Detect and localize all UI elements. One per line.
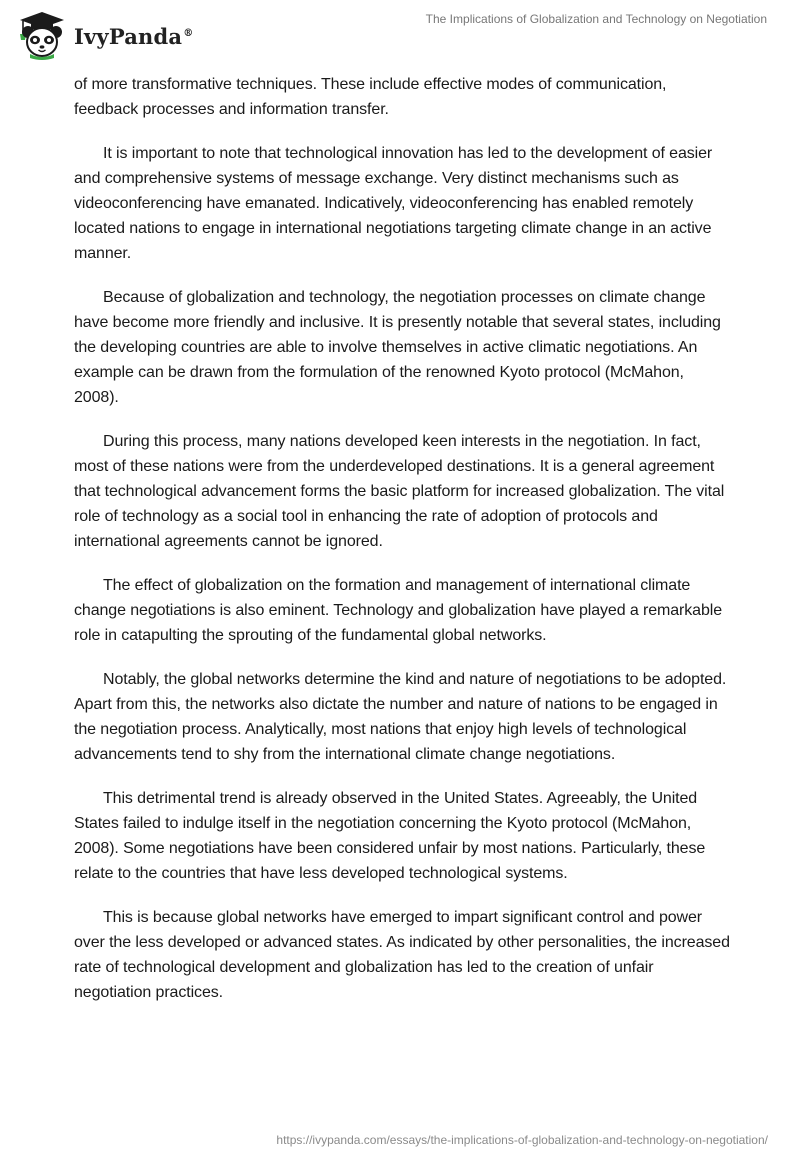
paragraph-8: This is because global networks have emerged to impart significant control and power over the less developed or advanced states. As indicated by other personalities, the increased rate of technological development and globalization has led to the creation of unfair negotiation practices. bbox=[74, 909, 730, 1001]
paragraph-4: During this process, many nations developed keen interests in the negotiation. In fact, most of these nations were from the underdeveloped destinations. It is a general agreement that technological advancement forms the basic platform for increased globalization. The vital role of technology as a social tool in enhancing the rate of adoption of protocols and international agreements cannot be ignored. bbox=[74, 433, 725, 550]
ivypanda-logo[interactable] bbox=[14, 10, 193, 60]
paragraph-1: of more transformative techniques. These include effective modes of communication, feedback processes and information transfer. bbox=[74, 76, 667, 118]
paragraph-7: This detrimental trend is already observed in the United States. Agreeably, the United States failed to indulge itself in the negotiation concerning the Kyoto protocol (McMahon, 2008). Some negotiations have been considered unfair by most nations. Particularly, these relate to the countries that have less developed technological systems. bbox=[74, 790, 706, 882]
paragraph-6: Notably, the global networks determine the kind and nature of negotiations to be adopted. Apart from this, the networks also dictate the number and nature of nations to be engaged in the negotiation process. Analytically, most nations that enjoy high levels of technological advancements tend to shy from the international climate change negotiations. bbox=[74, 671, 727, 763]
paragraph-3: Because of globalization and technology, the negotiation processes on climate change have become more friendly and inclusive. It is presently notable that several states, including the developing countries are able to involve themselves in active climatic negotiations. An example can be drawn from the formulation of the renowned Kyoto protocol (McMahon, 2008). bbox=[74, 289, 721, 406]
brand-name: IvyPanda® bbox=[74, 23, 194, 49]
panda-graduate-icon bbox=[14, 10, 70, 60]
page-header bbox=[0, 0, 800, 70]
source-url-link[interactable]: https://ivypanda.com/essays/the-implications-of-globalization-and-technology-on-negotiation/ bbox=[276, 1133, 768, 1147]
paragraph-5: The effect of globalization on the formation and management of international climate change negotiations is also eminent. Technology and globalization have played a remarkable role in catapulting the sprouting of the fundamental global networks. bbox=[74, 577, 723, 644]
document-title: The Implications of Globalization and Technology on Negotiation bbox=[425, 12, 767, 26]
registered-mark: ® bbox=[183, 27, 194, 39]
essay-body bbox=[74, 72, 730, 1024]
paragraph-2: It is important to note that technological innovation has led to the development of easier and comprehensive systems of message exchange. Very distinct mechanisms such as videoconferencing have emanated. Indicatively, videoconferencing has enabled remotely located nations to engage in international negotiations targeting climate change in an active manner. bbox=[74, 145, 713, 262]
